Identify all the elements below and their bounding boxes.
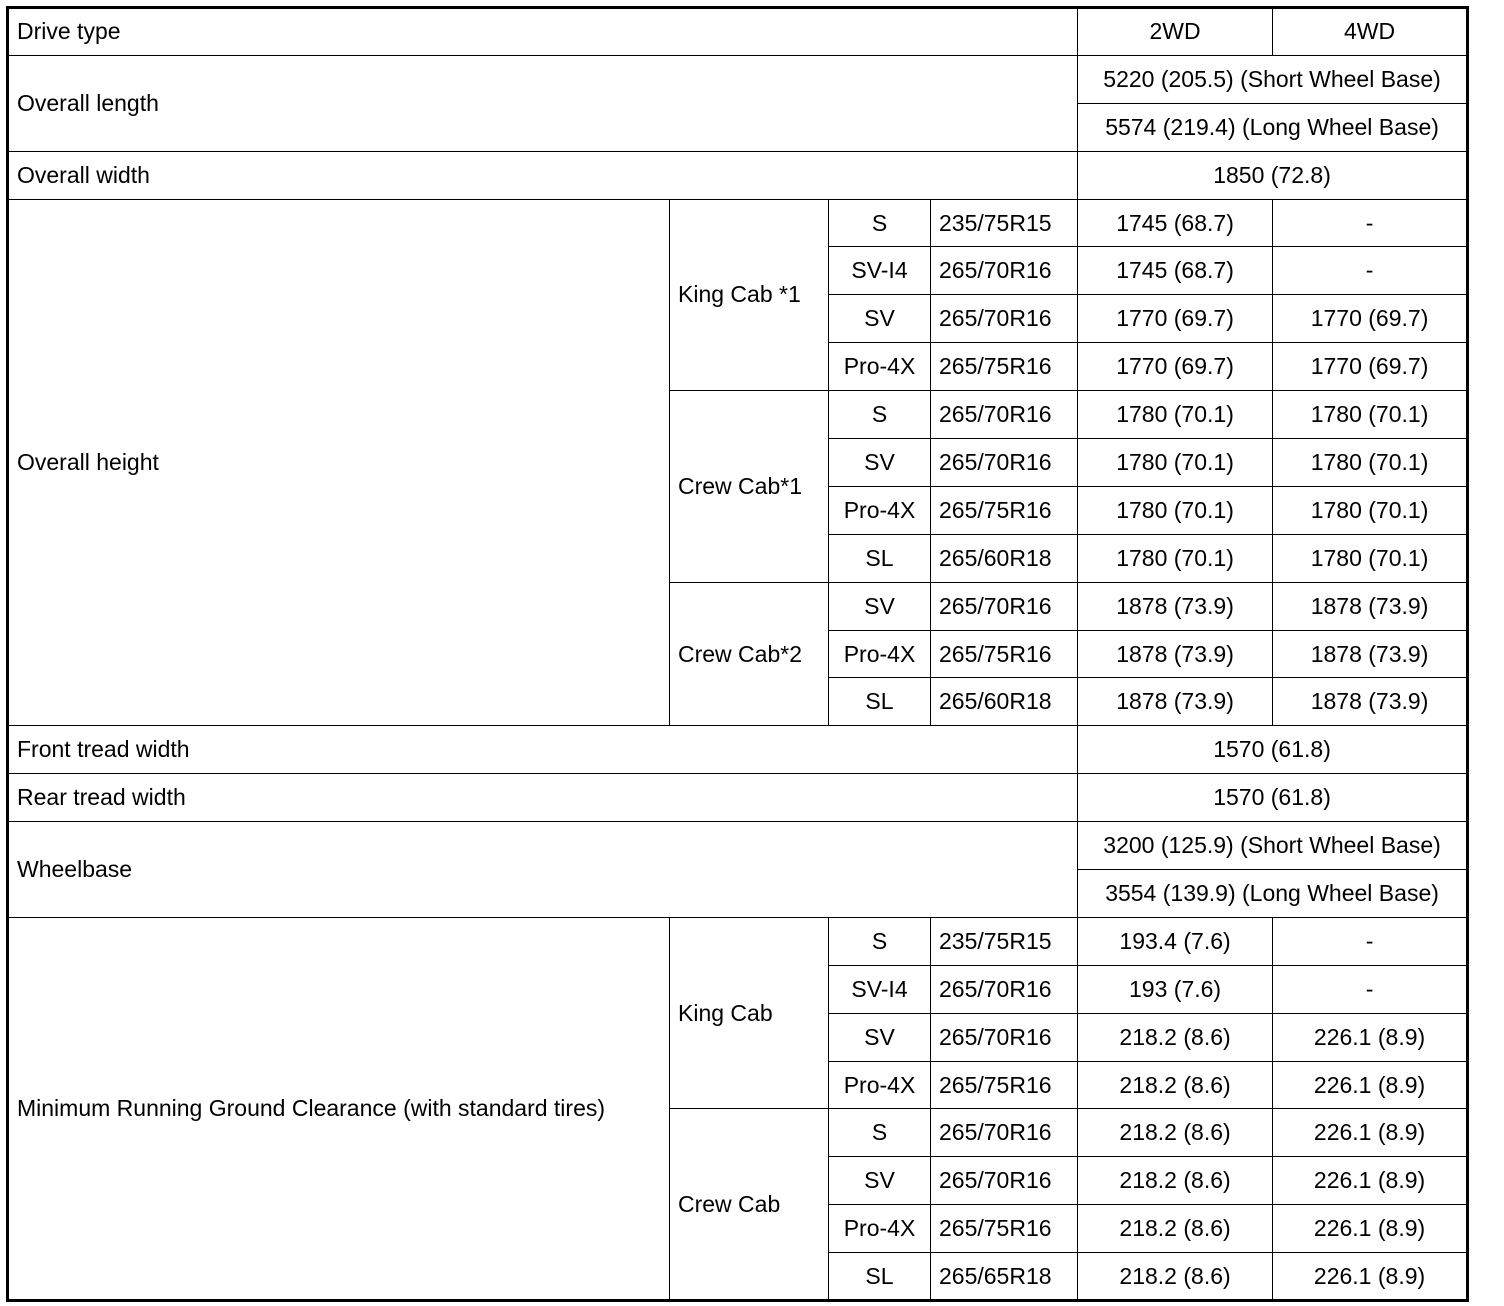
front-tread-value: 1570 (61.8) xyxy=(1078,726,1468,774)
grade-cell: Pro-4X xyxy=(829,1061,931,1109)
cab-type: Crew Cab xyxy=(670,1109,829,1301)
grade-cell: SV-I4 xyxy=(829,965,931,1013)
tire-size-cell: 265/70R16 xyxy=(931,1109,1078,1157)
overall-width-label: Overall width xyxy=(8,151,1078,199)
overall-height-row xyxy=(8,199,1468,247)
value-4wd-cell: 226.1 (8.9) xyxy=(1273,1157,1468,1205)
wheelbase-label: Wheelbase xyxy=(8,822,1078,918)
tire-size-cell: 265/70R16 xyxy=(931,247,1078,295)
cab-type: King Cab xyxy=(670,917,829,1109)
grade-cell: Pro-4X xyxy=(829,1205,931,1253)
tire-size-cell: 265/65R18 xyxy=(931,1253,1078,1301)
value-4wd-cell: 1780 (70.1) xyxy=(1273,391,1468,439)
value-2wd-cell: 193 (7.6) xyxy=(1078,965,1273,1013)
wheelbase-row xyxy=(8,822,1468,870)
tire-size-cell: 265/75R16 xyxy=(931,343,1078,391)
wheelbase-swb: 3200 (125.9) (Short Wheel Base) xyxy=(1078,822,1468,870)
value-4wd-cell: 226.1 (8.9) xyxy=(1273,1061,1468,1109)
overall-width-value: 1850 (72.8) xyxy=(1078,151,1468,199)
overall-length-label: Overall length xyxy=(8,55,1078,151)
tire-size-cell: 235/75R15 xyxy=(931,199,1078,247)
value-4wd-cell: 1780 (70.1) xyxy=(1273,486,1468,534)
tire-size-cell: 265/70R16 xyxy=(931,582,1078,630)
grade-cell: Pro-4X xyxy=(829,630,931,678)
value-4wd-cell: - xyxy=(1273,247,1468,295)
dimensions-table xyxy=(6,6,1469,1302)
overall-width-row xyxy=(8,151,1468,199)
grade-cell: S xyxy=(829,917,931,965)
tire-size-cell: 235/75R15 xyxy=(931,917,1078,965)
value-2wd-cell: 1780 (70.1) xyxy=(1078,391,1273,439)
grade-cell: SL xyxy=(829,678,931,726)
front-tread-label: Front tread width xyxy=(8,726,1078,774)
grade-cell: SV xyxy=(829,582,931,630)
value-2wd-cell: 1878 (73.9) xyxy=(1078,630,1273,678)
tire-size-cell: 265/70R16 xyxy=(931,391,1078,439)
value-2wd-cell: 1780 (70.1) xyxy=(1078,534,1273,582)
grade-cell: SL xyxy=(829,534,931,582)
value-4wd-cell: 226.1 (8.9) xyxy=(1273,1013,1468,1061)
value-4wd-cell: 1878 (73.9) xyxy=(1273,678,1468,726)
drive-type-label: Drive type xyxy=(8,8,1078,56)
ground-clearance-row xyxy=(8,917,1468,965)
grade-cell: S xyxy=(829,1109,931,1157)
grade-cell: Pro-4X xyxy=(829,486,931,534)
rear-tread-row xyxy=(8,774,1468,822)
tire-size-cell: 265/70R16 xyxy=(931,1157,1078,1205)
value-4wd-cell: 1770 (69.7) xyxy=(1273,343,1468,391)
value-4wd-cell: 1780 (70.1) xyxy=(1273,439,1468,487)
value-4wd-cell: 1878 (73.9) xyxy=(1273,630,1468,678)
cab-type: King Cab *1 xyxy=(670,199,829,391)
grade-cell: SV-I4 xyxy=(829,247,931,295)
dimensions-table-body xyxy=(8,8,1468,1301)
rear-tread-value: 1570 (61.8) xyxy=(1078,774,1468,822)
column-4wd: 4WD xyxy=(1273,8,1468,56)
value-4wd-cell: 1878 (73.9) xyxy=(1273,582,1468,630)
value-4wd-cell: - xyxy=(1273,965,1468,1013)
tire-size-cell: 265/60R18 xyxy=(931,534,1078,582)
rear-tread-label: Rear tread width xyxy=(8,774,1078,822)
value-2wd-cell: 1745 (68.7) xyxy=(1078,199,1273,247)
value-2wd-cell: 1878 (73.9) xyxy=(1078,678,1273,726)
value-2wd-cell: 1770 (69.7) xyxy=(1078,295,1273,343)
overall-height-label: Overall height xyxy=(8,199,670,726)
grade-cell: Pro-4X xyxy=(829,343,931,391)
overall-length-swb: 5220 (205.5) (Short Wheel Base) xyxy=(1078,55,1468,103)
value-2wd-cell: 218.2 (8.6) xyxy=(1078,1157,1273,1205)
column-2wd: 2WD xyxy=(1078,8,1273,56)
grade-cell: S xyxy=(829,391,931,439)
value-4wd-cell: 226.1 (8.9) xyxy=(1273,1205,1468,1253)
value-2wd-cell: 218.2 (8.6) xyxy=(1078,1109,1273,1157)
grade-cell: S xyxy=(829,199,931,247)
value-2wd-cell: 1780 (70.1) xyxy=(1078,439,1273,487)
grade-cell: SV xyxy=(829,1013,931,1061)
cab-type: Crew Cab*1 xyxy=(670,391,829,583)
value-2wd-cell: 1745 (68.7) xyxy=(1078,247,1273,295)
value-4wd-cell: 1770 (69.7) xyxy=(1273,295,1468,343)
tire-size-cell: 265/75R16 xyxy=(931,1205,1078,1253)
value-2wd-cell: 218.2 (8.6) xyxy=(1078,1061,1273,1109)
value-2wd-cell: 193.4 (7.6) xyxy=(1078,917,1273,965)
value-2wd-cell: 1878 (73.9) xyxy=(1078,582,1273,630)
grade-cell: SV xyxy=(829,1157,931,1205)
grade-cell: SV xyxy=(829,295,931,343)
tire-size-cell: 265/70R16 xyxy=(931,439,1078,487)
overall-length-row xyxy=(8,55,1468,103)
value-4wd-cell: 226.1 (8.9) xyxy=(1273,1109,1468,1157)
value-2wd-cell: 218.2 (8.6) xyxy=(1078,1013,1273,1061)
front-tread-row xyxy=(8,726,1468,774)
overall-length-lwb: 5574 (219.4) (Long Wheel Base) xyxy=(1078,103,1468,151)
tire-size-cell: 265/70R16 xyxy=(931,295,1078,343)
value-4wd-cell: 1780 (70.1) xyxy=(1273,534,1468,582)
grade-cell: SV xyxy=(829,439,931,487)
cab-type: Crew Cab*2 xyxy=(670,582,829,726)
tire-size-cell: 265/75R16 xyxy=(931,1061,1078,1109)
tire-size-cell: 265/60R18 xyxy=(931,678,1078,726)
value-2wd-cell: 1780 (70.1) xyxy=(1078,486,1273,534)
tire-size-cell: 265/75R16 xyxy=(931,630,1078,678)
value-2wd-cell: 1770 (69.7) xyxy=(1078,343,1273,391)
value-4wd-cell: - xyxy=(1273,917,1468,965)
header-row xyxy=(8,8,1468,56)
tire-size-cell: 265/70R16 xyxy=(931,1013,1078,1061)
value-4wd-cell: 226.1 (8.9) xyxy=(1273,1253,1468,1301)
value-2wd-cell: 218.2 (8.6) xyxy=(1078,1253,1273,1301)
ground-clearance-label: Minimum Running Ground Clearance (with standard tires) xyxy=(8,917,670,1300)
grade-cell: SL xyxy=(829,1253,931,1301)
tire-size-cell: 265/70R16 xyxy=(931,965,1078,1013)
wheelbase-lwb: 3554 (139.9) (Long Wheel Base) xyxy=(1078,870,1468,918)
value-4wd-cell: - xyxy=(1273,199,1468,247)
value-2wd-cell: 218.2 (8.6) xyxy=(1078,1205,1273,1253)
tire-size-cell: 265/75R16 xyxy=(931,486,1078,534)
